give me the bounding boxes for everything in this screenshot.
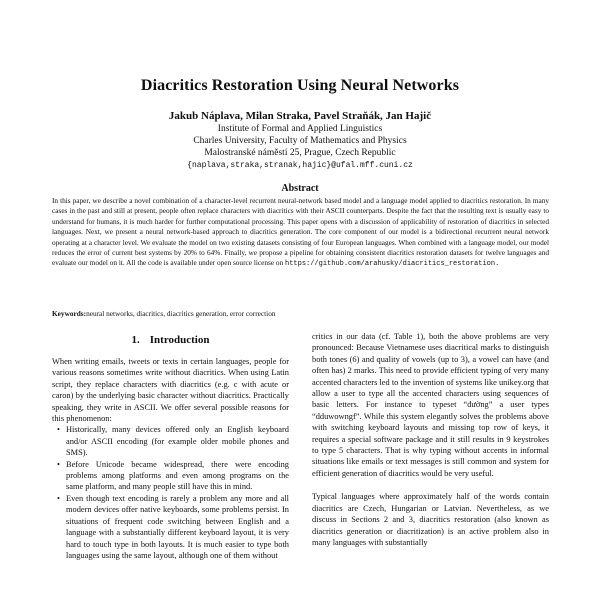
list-item <box>57 459 289 493</box>
right-column <box>312 331 549 548</box>
list-item-text: Before Unicode became widespread, there were encoding problems among platforms and even among programs on the same platform, and many people still have this in mind. <box>66 459 289 492</box>
abstract-text: In this paper, we describe a novel combination of a character-level recurrent neural-network based model and a language model applied to diacritics restoration. In many cases in the past and still at present, people often replace characters with diacritics with their ASCII counterparts. Despite the fact that the resulting text is usually easy to understand for humans, it is much harder for further computational processing. This paper opens with a discussion of applicability of restoration of diacritics in selected languages. Next, we present a neural network-based approach to diacritics generation. The core component of our model is a bidirectional recurrent neural network operating at a character level. We evaluate the model on two existing datasets consisting of four European languages. When combined with a language model, our model reduces the error of current best systems by 20% to 64%. Finally, we propose a pipeline for obtaining consistent diacritics restoration datasets for twelve languages and evaluate our model on it. All the code is available under open source license on <box>52 196 549 268</box>
abstract-heading: Abstract <box>281 183 319 194</box>
keywords-label: Keywords: <box>52 309 87 318</box>
bullet-icon: • <box>57 425 60 435</box>
intro-paragraph-1: When writing emails, tweets or texts in certain languages, people for various reasons sometimes write without diacritics. When using Latin script, they replace characters with diacritics (e.g. c with acute or caron) by the underlying basic character without diacritics. Practically speaking, they write in ASCII. We offer several possible reasons for this phenomenon: <box>52 357 289 424</box>
list-item-text: Historically, many devices offered only an English keyboard and/or ASCII encoding (for example older mobile phones and SMS). <box>66 425 289 458</box>
list-item <box>57 424 289 458</box>
keywords <box>52 309 549 318</box>
keywords-text: neural networks, diacritics, diacritics generation, error correction <box>86 309 276 318</box>
bullet-icon: • <box>57 459 60 469</box>
code-repository-link[interactable]: https://github.com/arahusky/diacritics_restoration. <box>285 260 500 269</box>
section-title: Introduction <box>149 334 210 346</box>
bullet-icon: • <box>57 493 60 503</box>
affiliation-address: Malostranské náměstí 25, Prague, Czech Republic <box>204 148 396 158</box>
abstract-body <box>52 196 549 270</box>
author-emails: {naplava,straka,stranak,hajic}@ufal.mff.cuni.cz <box>187 161 413 170</box>
paper-title: Diacritics Restoration Using Neural Networks <box>140 77 460 94</box>
section-heading-introduction <box>52 334 289 346</box>
affiliation-university: Charles University, Faculty of Mathematics and Physics <box>193 136 407 146</box>
intro-paragraph-typical-languages: Typical languages where approximately half of the words contain diacritics are Czech, Hungarian or Latvian. Nevertheless, as we discuss in Sections 2 and 3, diacritics restoration (also known as diacritics generation or diacritization) is an active problem also in many languages with substantially <box>312 492 549 547</box>
section-number: 1. <box>131 334 140 346</box>
reasons-list <box>52 424 289 561</box>
list-item <box>57 493 289 561</box>
intro-paragraph-vietnamese: critics in our data (cf. Table 1), both the above problems are very pronounced: Because Vietnamese uses diacritical marks to distinguish both tones (6) and quality of vowels (up to 3), a vowel can have (and often has) 2 marks. This need to provide efficient typing of very many accented characters led to the invention of systems like unikey.org that allow a user to type all the accented characters using sequences of basic letters. For instance to typeset “đường” a user types “dduwowngf”. While this system elegantly solves the problems above with switching keyboard layouts and missing top row of keys, it requires a special software package and it still results in 9 keystrokes to type 5 characters. That is why typing without accents in informal situations like emails or text messages is still common and system for efficient generation of diacritics would be very useful. <box>312 332 549 478</box>
paragraph-gap <box>312 479 549 491</box>
left-column <box>52 331 289 561</box>
affiliation-institute: Institute of Formal and Applied Linguistics <box>217 124 383 134</box>
list-item-text: Even though text encoding is rarely a problem any more and all modern devices offer native keyboards, some problems persist. In situations of frequent code switching between English and a language with a substantially different keyboard layout, it is very hard to touch type in both layouts. It is much easier to type both languages using the same layout, although one of them without <box>66 493 289 560</box>
author-list: Jakub Náplava, Milan Straka, Pavel Straňák, Jan Hajič <box>168 110 432 122</box>
